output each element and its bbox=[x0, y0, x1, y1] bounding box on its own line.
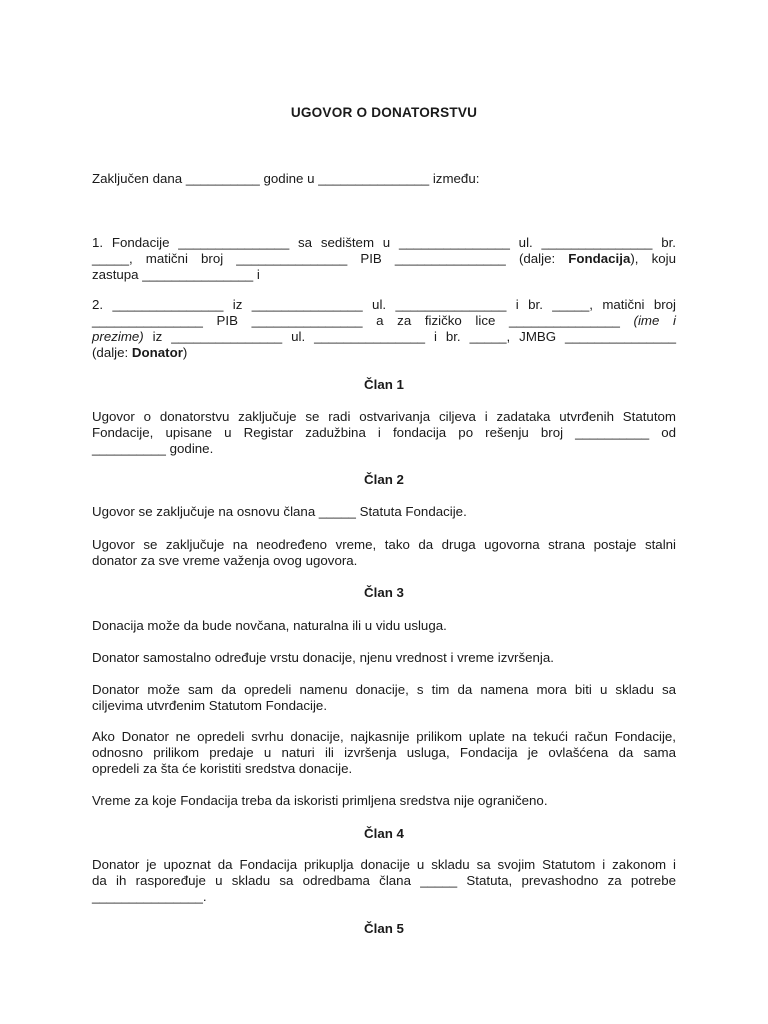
clan2-p2-line2: donator za sve vreme važenja ovog ugovora. bbox=[92, 553, 358, 568]
intro-paragraph bbox=[92, 171, 676, 187]
clan3-p4-line1: Ako Donator ne opredeli svrhu donacije, najkasnije prilikom uplate na tekući račun Fondacije, bbox=[92, 729, 676, 744]
clan2-p2-line1: Ugovor se zaključuje na neodređeno vreme, tako da druga ugovorna strana postaje stalni bbox=[92, 537, 676, 552]
clan4-heading: Član 4 bbox=[364, 826, 404, 841]
clan3-p3-line1: Donator može sam da opredeli namenu donacije, s tim da namena mora biti u skladu sa bbox=[92, 682, 676, 697]
document-title: UGOVOR O DONATORSTVU bbox=[290, 105, 478, 120]
clan4-line3: _______________. bbox=[92, 889, 207, 904]
party2-prezime-italic: prezime) bbox=[92, 329, 144, 344]
clan1-line1: Ugovor o donatorstvu zaključuje se radi ostvarivanja ciljeva i zadataka utvrđenih Statutom bbox=[92, 409, 676, 424]
party1-fondacija-term: Fondacija bbox=[568, 251, 631, 266]
party1-line2-tail: ), koju bbox=[630, 251, 676, 266]
clan4-line1: Donator je upoznat da Fondacija prikuplja donacije u skladu sa svojim Statutom i zakonom i bbox=[92, 857, 676, 872]
clan1-line3: __________ godine. bbox=[92, 441, 214, 456]
party1-line1: 1. Fondacije _______________ sa sedištem u _______________ ul. _______________ br. bbox=[92, 235, 676, 250]
clan3-paragraph2: Donator samostalno određuje vrstu donacije, njenu vrednost i vreme izvršenja. bbox=[92, 650, 554, 665]
clan3-paragraph4 bbox=[92, 729, 676, 777]
party1-line2-text: _____, matični broj _______________ PIB _______________ (dalje: bbox=[92, 251, 569, 266]
party2-line4-text: (dalje: bbox=[92, 345, 132, 360]
party2-line3-text: iz _______________ ul. _______________ i br. _____, JMBG _______________ bbox=[143, 329, 676, 344]
party2-line4 bbox=[92, 345, 676, 361]
party2-line1: 2. _______________ iz _______________ ul. _______________ i br. _____, matični broj bbox=[92, 297, 676, 312]
party2-donator-term: Donator bbox=[131, 345, 183, 360]
clan2-paragraph1: Ugovor se zaključuje na osnovu člana _____ Statuta Fondacije. bbox=[92, 504, 467, 519]
clan3-p3-line2: ciljevima utvrđenim Statutom Fondacije. bbox=[92, 698, 328, 713]
clan3-paragraph5: Vreme za koje Fondacija treba da iskoristi primljena sredstva nije ograničeno. bbox=[92, 793, 548, 808]
clan1-line2: Fondacije, upisane u Registar zadužbina i fondacija po rešenju broj __________ od bbox=[92, 425, 676, 440]
party2-ime-italic: (ime i bbox=[633, 313, 676, 328]
clan4-line2: da ih raspoređuje u skladu sa odredbama člana _____ Statuta, prevashodno za potrebe bbox=[92, 873, 676, 888]
party1-line3: zastupa _______________ i bbox=[92, 267, 260, 282]
party2-line2-text: _______________ PIB _______________ a za fizičko lice _______________ bbox=[92, 313, 634, 328]
clan1-heading: Član 1 bbox=[364, 377, 404, 392]
clan3-p4-line2: odnosno prilikom predaje u naturi ili izvršenja usluga, Fondacija je ovlašćena da sama bbox=[92, 745, 676, 760]
party1-line2 bbox=[92, 251, 676, 267]
party2-paragraph bbox=[92, 297, 676, 361]
party2-line4-tail: ) bbox=[182, 345, 188, 360]
clan4-paragraph bbox=[92, 857, 676, 905]
clan2-paragraph2 bbox=[92, 537, 676, 569]
party1-paragraph bbox=[92, 235, 676, 283]
party2-line2 bbox=[92, 313, 676, 329]
clan5-heading: Član 5 bbox=[364, 921, 404, 936]
clan2-heading: Član 2 bbox=[364, 472, 404, 487]
clan3-paragraph3 bbox=[92, 682, 676, 714]
intro-text: Zaključen dana __________ godine u _______________ između: bbox=[92, 171, 480, 186]
clan1-paragraph bbox=[92, 409, 676, 457]
party2-line3 bbox=[92, 329, 676, 345]
clan3-p4-line3: opredeli za šta će koristiti sredstva donacije. bbox=[92, 761, 353, 776]
clan3-paragraph1: Donacija može da bude novčana, naturalna ili u vidu usluga. bbox=[92, 618, 447, 633]
clan3-heading: Član 3 bbox=[364, 585, 404, 600]
